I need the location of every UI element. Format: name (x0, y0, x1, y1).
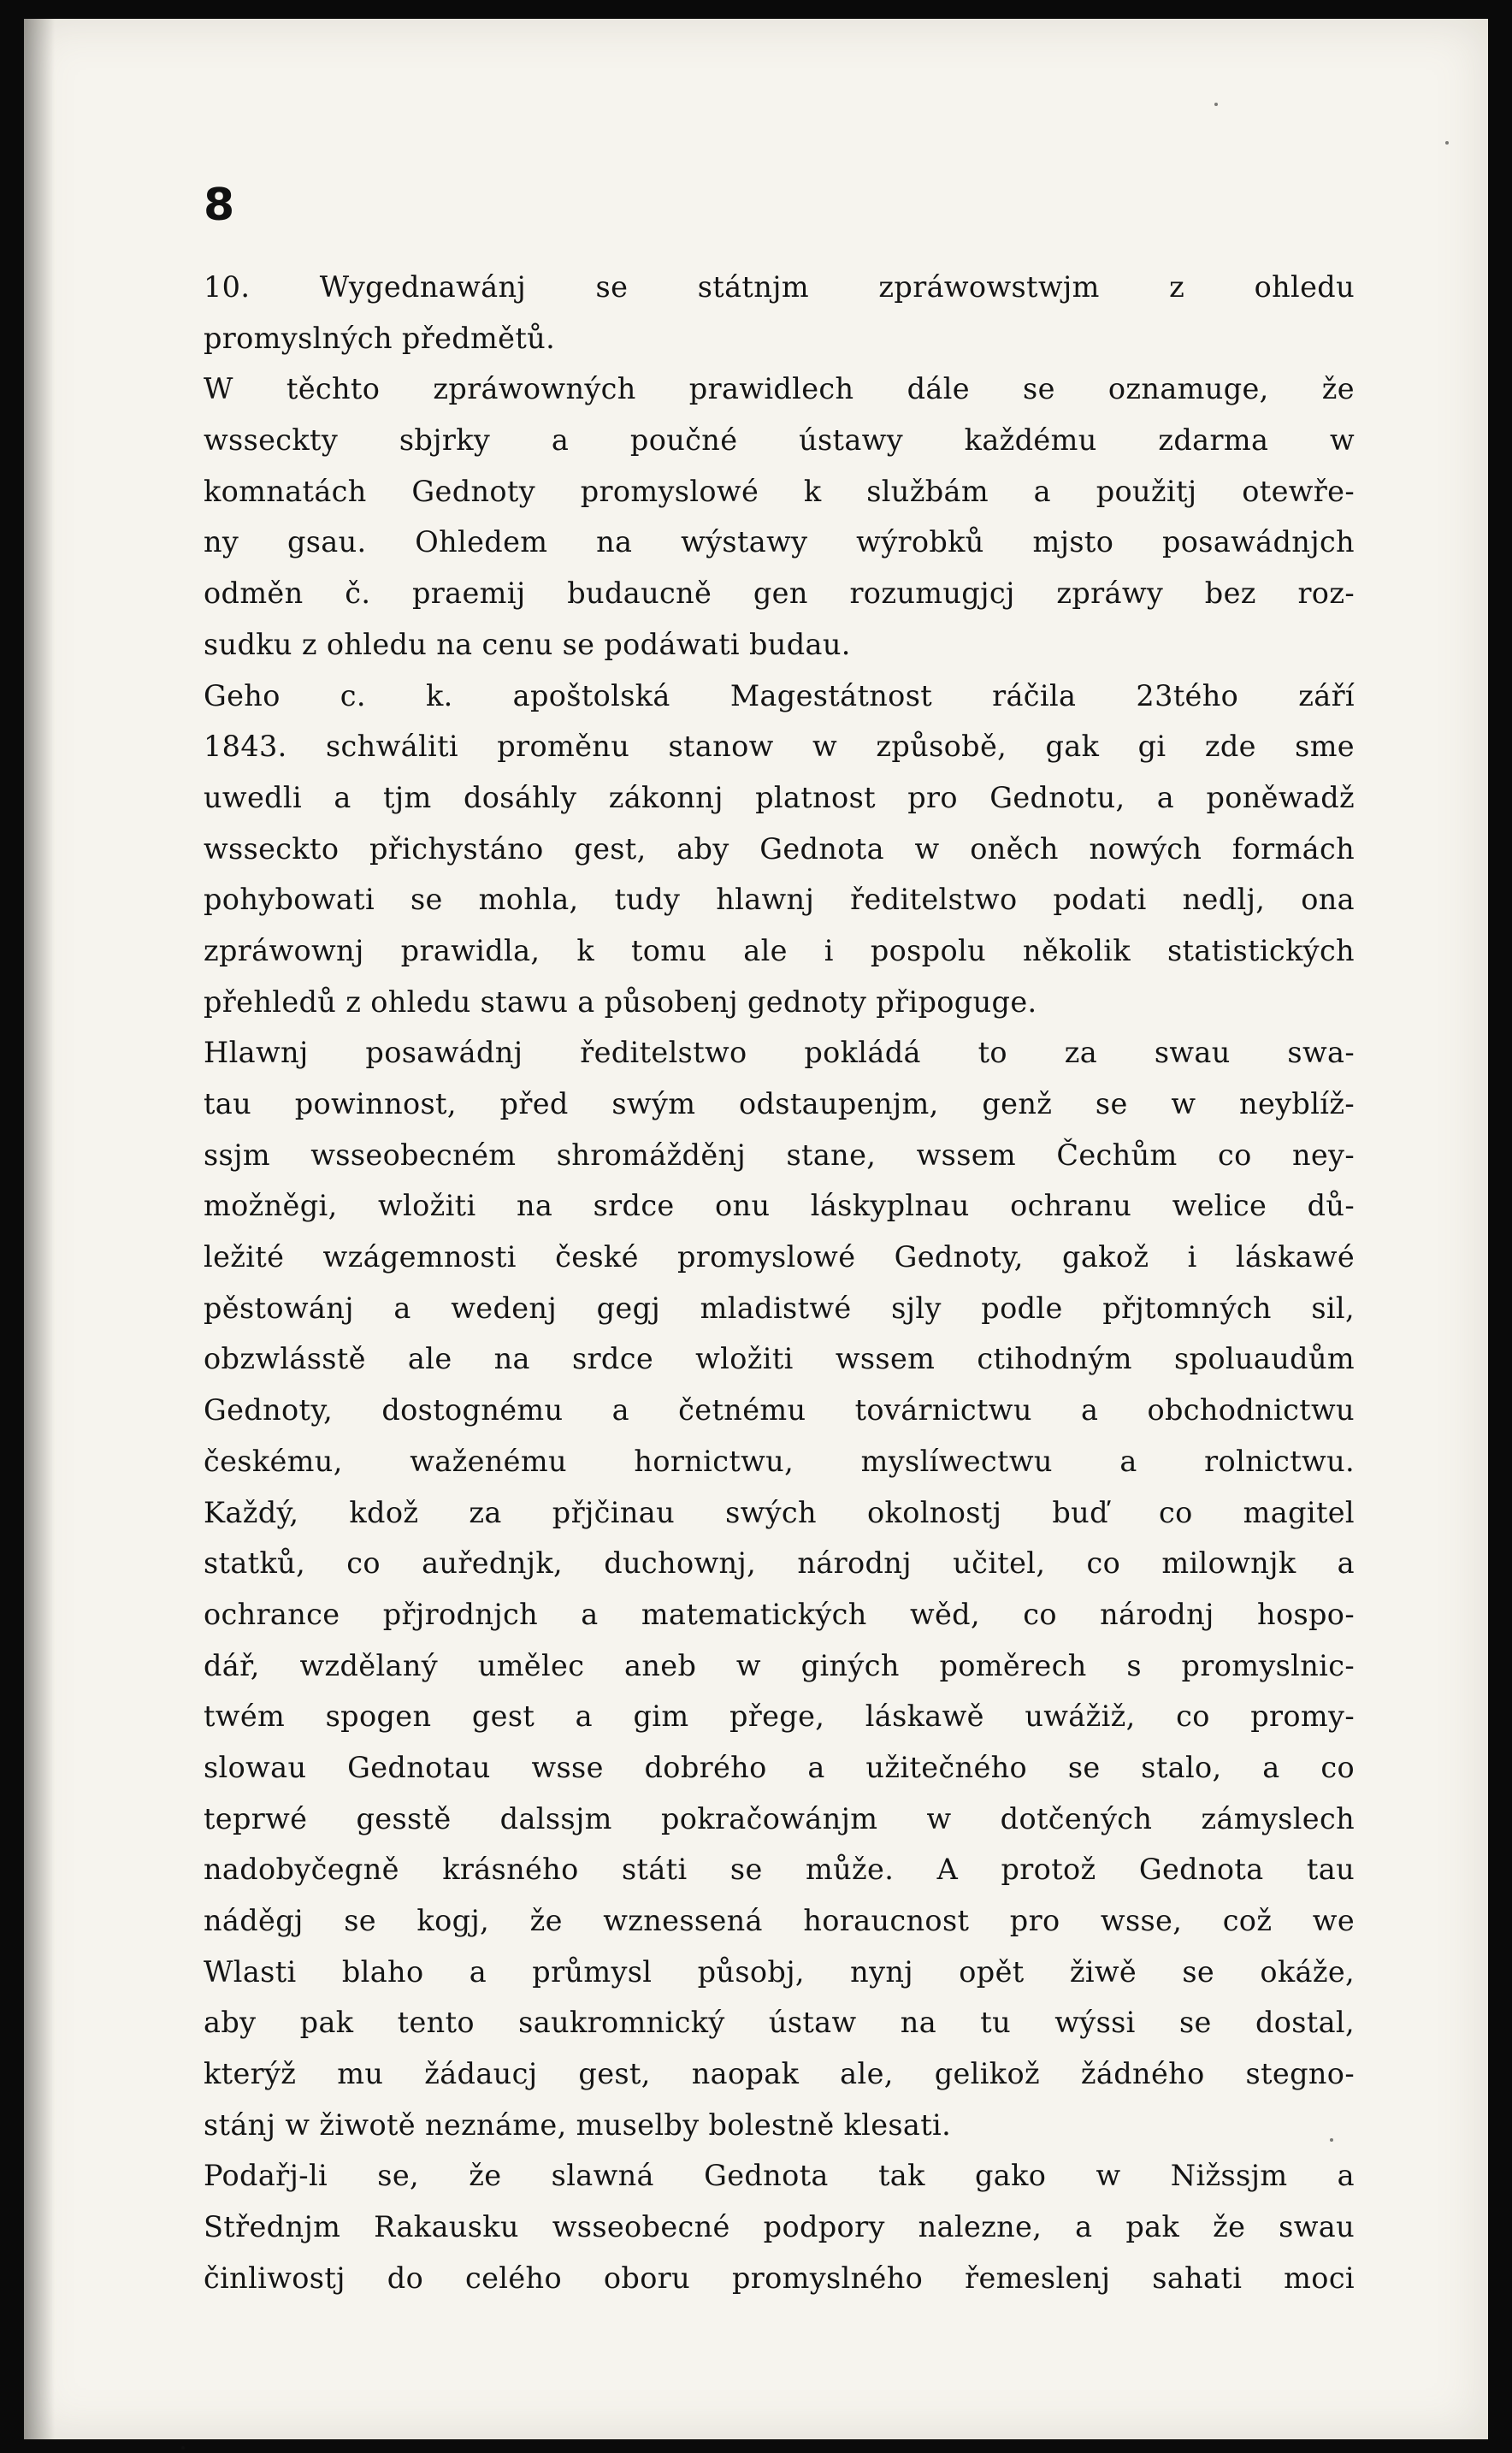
text-line: wsseckto přichystáno gest, aby Gednota w oněch nowých formách (204, 831, 1355, 866)
text-line: Podařj-li se, že slawná Gednota tak gako w Nižssjm a (204, 2159, 1355, 2193)
text-line: obzwlásstě ale na srdce wložiti wssem ctihodným spoluaudům (204, 1342, 1355, 1376)
text-line: pohybowati se mohla, tudy hlawnj ředitelstwo podati nedlj, ona (204, 883, 1355, 917)
text-line: pěstowánj a wedenj gegj mladistwé sjly podle přjtomných sil, (204, 1291, 1355, 1325)
text-line: tau powinnost, před swým odstaupenjm, genž se w neyblíž- (204, 1087, 1355, 1120)
text-line: činliwostj do celého oboru promyslného řemeslenj sahati moci (204, 2261, 1355, 2295)
text-line: odměn č. praemij budaucně gen rozumugjcj zpráwy bez roz- (204, 576, 1355, 611)
text-line: přehledů z ohledu stawu a působenj gednoty připoguge. (204, 984, 1037, 1019)
text-line: twém spogen gest a gim přege, láskawě uwážiž, co promy- (204, 1699, 1355, 1734)
text-line: 1843. schwáliti proměnu stanow w způsobě, gak gi zde sme (204, 730, 1355, 764)
text-line: stánj w žiwotě neznáme, muselby bolestně klesati. (204, 2107, 952, 2142)
text-line: dář, wzdělaný umělec aneb w giných poměrech s promyslnic- (204, 1648, 1355, 1682)
text-line: teprwé gesstě dalssjm pokračowánjm w dotčených zámyslech (204, 1801, 1355, 1835)
text-line: uwedli a tjm dosáhly zákonnj platnost pro Gednotu, a poněwadž (204, 780, 1355, 814)
text-line: 10. Wygednawánj se státnjm zpráwowstwjm z ohledu (204, 270, 1355, 304)
text-line: statků, co auřednjk, duchownj, národnj učitel, co milownjk a (204, 1546, 1355, 1581)
text-line: Geho c. k. apoštolská Magestátnost ráčila 23tého září (204, 678, 1355, 712)
text-line: českému, waženému hornictwu, myslíwectwu a rolnictwu. (204, 1444, 1355, 1478)
page-edge-shadow (24, 19, 55, 2439)
text-line: zpráwownj prawidla, k tomu ale i pospolu několik statistických (204, 933, 1355, 967)
text-line: Střednjm Rakausku wsseobecné podpory nalezne, a pak že swau (204, 2210, 1355, 2244)
text-line: kterýž mu žádaucj gest, naopak ale, gelikož žádného stegno- (204, 2057, 1355, 2091)
text-line: W těchto zpráwowných prawidlech dále se oznamuge, že (204, 372, 1355, 406)
text-line: ny gsau. Ohledem na wýstawy wýrobků mjsto posawádnjch (204, 525, 1355, 559)
body-text (204, 262, 1355, 2304)
text-line: wsseckty sbjrky a poučné ústawy každému zdarma w (204, 423, 1355, 458)
scan-speck (1214, 103, 1218, 106)
text-line: Wlasti blaho a průmysl působj, nynj opět žiwě se okáže, (204, 1954, 1355, 1989)
text-line: slowau Gednotau wsse dobrého a užitečného se stalo, a co (204, 1750, 1355, 1784)
text-line: aby pak tento saukromnický ústaw na tu wýssi se dostal, (204, 2006, 1355, 2040)
scan-speck (1330, 2138, 1333, 2142)
text-line: Každý, kdož za přjčinau swých okolnostj buď co magitel (204, 1495, 1355, 1529)
scan-speck (181, 2446, 185, 2450)
page-number: 8 (204, 180, 235, 231)
scan-speck (1445, 141, 1449, 145)
text-line: komnatách Gednoty promyslowé k službám a použitj otewře- (204, 474, 1355, 508)
text-line: možněgi, wložiti na srdce onu láskyplnau ochranu welice dů- (204, 1189, 1355, 1223)
text-line: Gednoty, dostognému a četnému továrnictwu a obchodnictwu (204, 1393, 1355, 1427)
text-line: náděgj se kogj, že wznessená horaucnost pro wsse, což we (204, 1904, 1355, 1937)
text-line: promyslných předmětů. (204, 321, 556, 355)
text-line: ochrance přjrodnjch a matematických wěd, co národnj hospo- (204, 1597, 1355, 1631)
text-line: Hlawnj posawádnj ředitelstwo pokládá to za swau swa- (204, 1036, 1355, 1070)
text-line: ležité wzágemnosti české promyslowé Gednoty, gakož i láskawé (204, 1240, 1355, 1274)
text-line: sudku z ohledu na cenu se podáwati budau. (204, 627, 851, 661)
text-line: ssjm wsseobecném shromážděnj stane, wssem Čechům co ney- (204, 1138, 1355, 1172)
text-line: nadobyčegně krásného státi se může. A protož Gednota tau (204, 1853, 1355, 1887)
